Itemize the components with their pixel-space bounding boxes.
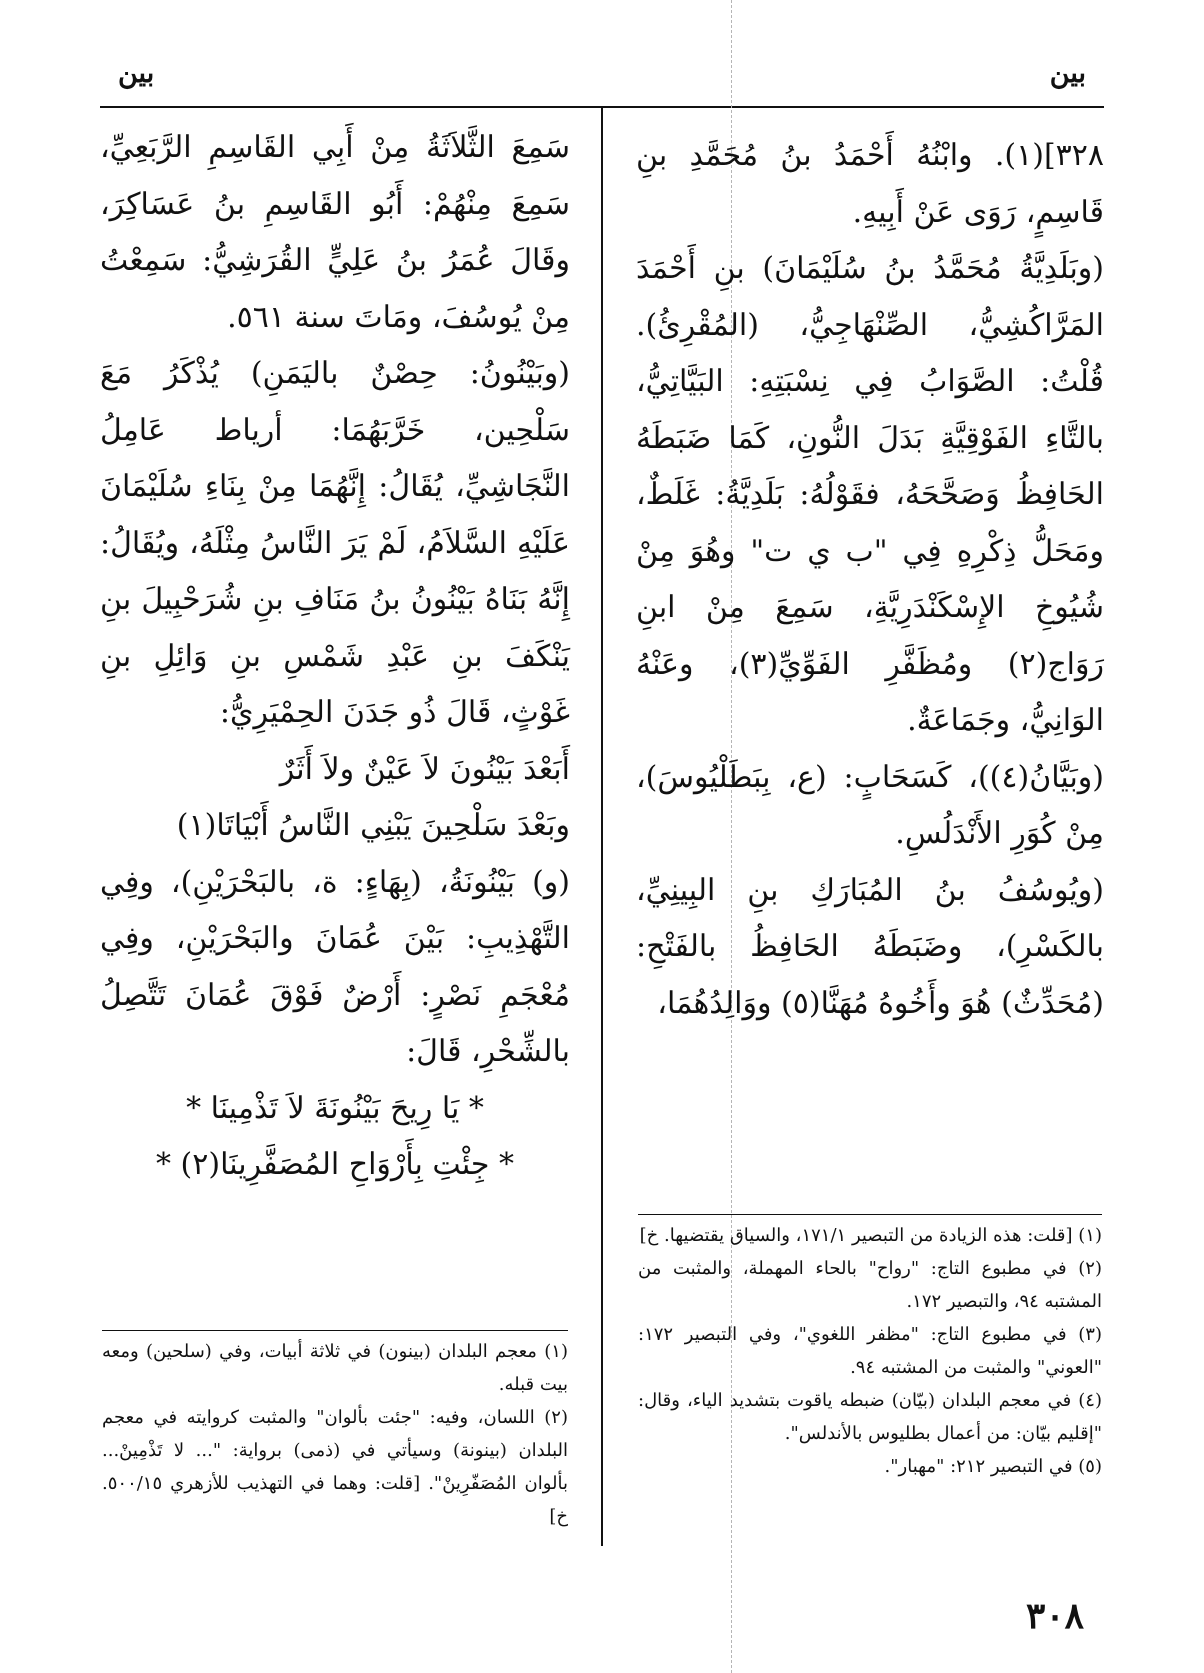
right-column [636,128,1104,1032]
right-footnotes [638,1214,1102,1483]
entry-paragraph: سَمِعَ الثَّلاَثَةُ مِنْ أَبِي القَاسِمِ الرَّبَعِيِّ، سَمِعَ مِنْهُمْ: أَبُو القَاسِمِ بنُ عَسَاكِرَ، وقَالَ عُمَرُ بنُ عَلِيٍّ القُرَشِيُّ: سَمِعْتُ مِنْ يُوسُفَ، ومَاتَ سنة ٥٦١. [100,130,570,335]
entry-paragraph: ٣٢٨](١). وابْنُهُ أَحْمَدُ بنُ مُحَمَّدِ بنِ قَاسِمٍ، رَوَى عَنْ أَبِيهِ. [636,138,1104,230]
footnote: (٣) في مطبوع التاج: "مظفر اللغوي"، وفي التبصير ١٧٢: "العوني" والمثبت من المشتبه ٩٤. [638,1324,1102,1378]
entry-paragraph: (وبَلَدِيَّةُ مُحَمَّدُ بنُ سُلَيْمَانَ) بنِ أَحْمَدَ المَرَّاكُشِيُّ، الصِّنْهَاجِيُّ، (المُقْرِئُ). قُلْتُ: الصَّوَابُ فِي نِسْبَتِهِ: البَيَّاتِيُّ، بالتَّاءِ الفَوْقِيَّةِ بَدَلَ النُّونِ، كَمَا ضَبَطَهُ الحَافِظُ وَصَحَّحَهُ، فقَوْلُهُ: بَلَدِيَّةُ: غَلَطٌ، ومَحَلُّ ذِكْرِهِ فِي "ب ي ت" وهُوَ مِنْ شُيُوخِ الإِسْكَنْدَرِيَّةِ، سَمِعَ مِنْ ابنِ رَوَاج(٢) ومُظَفَّرِ الفَوِّيِّ(٣)، وعَنْهُ الوَانِيُّ، وجَمَاعَةٌ. [636,251,1104,738]
entry-paragraph: (و) بَيْنُونَةُ، (بِهَاءٍ: ة، بالبَحْرَيْنِ)، وفِي التَّهْذِيبِ: بَيْنَ عُمَانَ والبَحْرَيْنِ، وفِي مُعْجَمِ نَصْرٍ: أَرْضٌ فَوْقَ عُمَانَ تَتَّصِلُ بالشِّحْرِ، قَالَ: [100,864,570,1069]
page-number: ٣٠٨ [1025,1595,1084,1637]
column-divider [601,106,603,1546]
entry-paragraph: (وبَيَّانُ(٤))، كَسَحَابٍ: (ع، بِبَطَلْيُوسَ)، مِنْ كُوَرِ الأَنْدَلُسِ. [636,759,1104,851]
footnote: (٥) في التبصير ٢١٢: "مهبار". [884,1456,1102,1477]
hemistich-line: * جِئْتِ بِأَرْوَاحِ المُصَفَّرِينَا(٢) * [155,1147,514,1182]
right-running-headword: بين [1049,58,1086,89]
page-header [100,58,1104,108]
entry-paragraph: (وبَيْنُونُ: حِصْنٌ باليَمَنِ) يُذْكَرُ مَعَ سَلْحِين، خَرَّبَهُمَا: أرياط عَامِلُ النَّجَاشِيِّ، يُقَالُ: إِنَّهُمَا مِنْ بِنَاءِ سُلَيْمَانَ عَلَيْهِ السَّلاَمُ، لَمْ يَرَ النَّاسُ مِثْلَهُ، ويُقَالُ: إِنَّهُ بَنَاهُ بَيْنُونُ بنُ مَنَافِ بنِ شُرَحْبِيلَ بنِ يَنْكَفَ بنِ عَبْدِ شَمْسِ بنِ وَائِلِ بنِ غَوْثٍ، قَالَ ذُو جَدَنَ الحِمْيَرِيُّ: [100,356,570,730]
entry-paragraph: (ويُوسُفُ بنُ المُبَارَكِ بنِ البِينِيِّ، بالكَسْرِ)، وضَبَطَهُ الحَافِظُ بالفَتْحِ: (مُحَدِّثٌ) هُوَ وأَخُوهُ مُهَنَّا(٥) ووَالِدُهُمَا، [636,872,1104,1021]
left-running-headword: بين [118,58,155,89]
footnote: (٢) اللسان، وفيه: "جئت بألوان" والمثبت كروايته في معجم البلدان (بينونة) وسيأتي في (ذمى) برواية: "... لا تَذْمِينْ... بألوان المُصَفّرِينْ". [قلت: وهما في التهذيب للأزهري ٥٠٠/١٥. خ] [102,1407,568,1527]
left-column [100,120,570,1194]
hemistich-line: * يَا رِيحَ بَيْنُونَةَ لاَ تَذْمِينَا * [186,1090,484,1126]
footnote: (٤) في معجم البلدان (بيّان) ضبطه ياقوت بتشديد الياء، وقال: "إقليم بيّان: من أعمال بطليوس بالأندلس". [638,1390,1102,1444]
footnote: (٢) في مطبوع التاج: "رواح" بالحاء المهملة، والمثبت من المشتبه ٩٤، والتبصير ١٧٢. [638,1258,1102,1312]
left-footnotes [102,1330,568,1533]
footnote: (١) [قلت: هذه الزيادة من التبصير ١٧١/١، والسياق يقتضيها. خ] [639,1225,1102,1246]
footnote: (١) معجم البلدان (بينون) في ثلاثة أبيات، وفي (سلحين) ومعه بيت قبله. [102,1341,568,1395]
verse-line: أَبَعْدَ بَيْنُونَ لاَ عَيْنٌ ولاَ أَثَرٌ [279,751,570,787]
verse-line: وبَعْدَ سَلْحِينَ يَبْنِي النَّاسُ أَبْيَاتَا(١) [176,808,570,843]
